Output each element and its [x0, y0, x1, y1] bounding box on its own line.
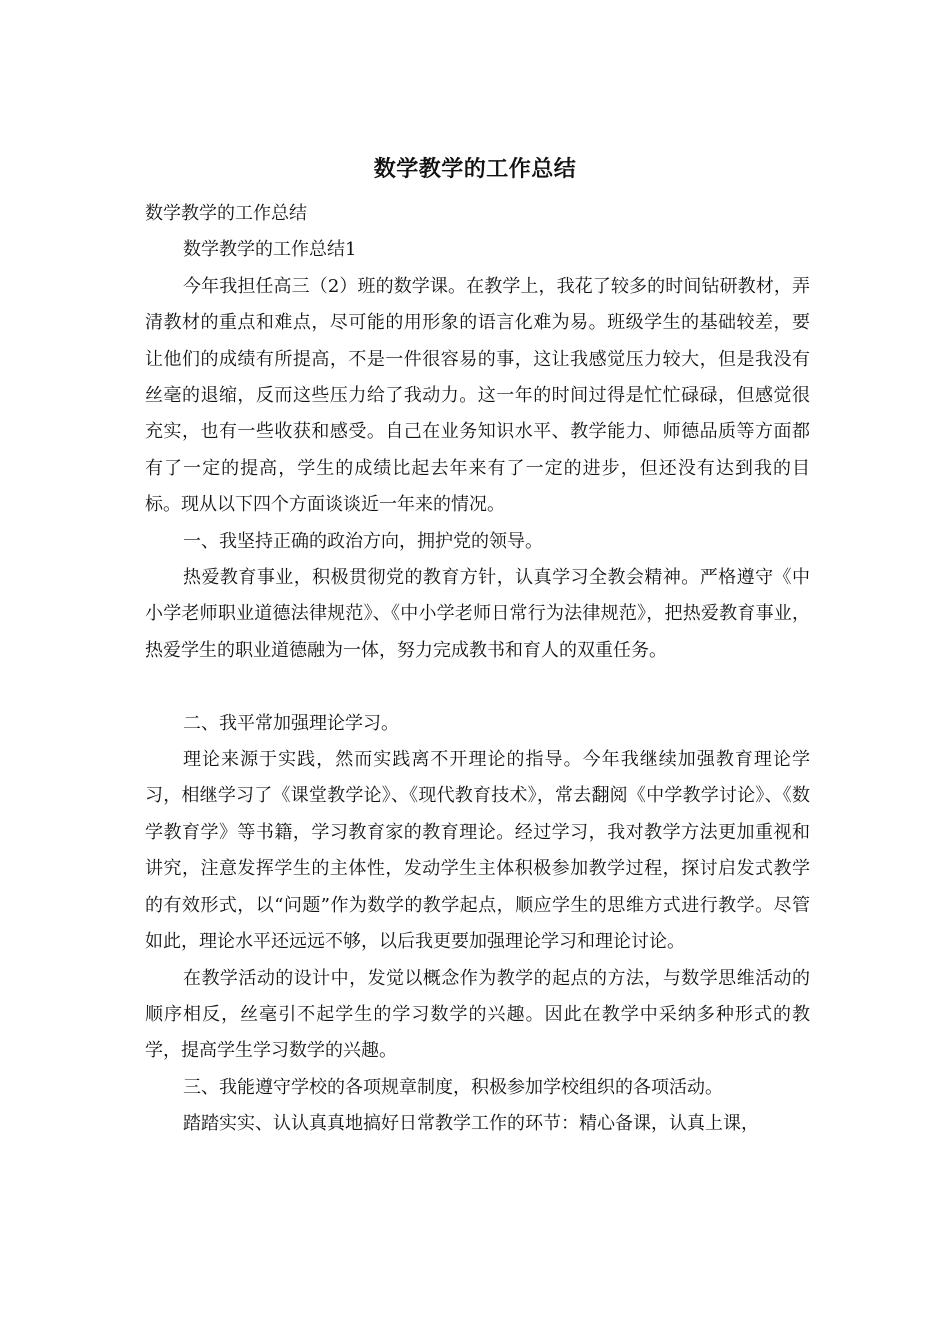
- document-body: [145, 196, 810, 1143]
- blank-line: [145, 669, 810, 705]
- section-heading-3: 三、我能遵守学校的各项规章制度，积极参加学校组织的各项活动。: [183, 1076, 723, 1098]
- body-paragraph: 热爱教育事业，积极贯彻党的教育方针，认真学习全教会精神。严格遵守《中小学老师职业道德法律规范》、《中小学老师日常行为法律规范》，把热爱教育事业，热爱学生的职业道德融为一体，努力完成教书和育人的双重任务。: [145, 567, 810, 661]
- body-paragraph: 在教学活动的设计中，发觉以概念作为教学的起点的方法，与数学思维活动的顺序相反，丝毫引不起学生的学习数学的兴趣。因此在教学中采纳多种形式的教学，提高学生学习数学的兴趣。: [145, 967, 810, 1062]
- body-paragraph: 今年我担任高三（2）班的数学课。在教学上，我花了较多的时间钻研教材，弄清教材的重点和难点，尽可能的用形象的语言化难为易。班级学生的基础较差，要让他们的成绩有所提高，不是一件很容易的事，这让我感觉压力较大，但是我没有丝毫的退缩，反而这些压力给了我动力。这一年的时间过得是忙忙碌碌，但感觉很充实，也有一些收获和感受。自己在业务知识水平、教学能力、师德品质等方面都有了一定的提高，学生的成绩比起去年来有了一定的进步，但还没有达到我的目标。现从以下四个方面谈谈近一年来的情况。: [145, 275, 810, 516]
- section-heading-summary-1: 数学教学的工作总结1: [183, 239, 357, 261]
- body-paragraph: 踏踏实实、认认真真地搞好日常教学工作的环节：精心备课，认真上课，: [183, 1113, 759, 1135]
- section-heading-1: 一、我坚持正确的政治方向，拥护党的领导。: [183, 530, 543, 552]
- subtitle-paragraph: 数学教学的工作总结: [145, 203, 307, 224]
- body-paragraph: 理论来源于实践，然而实践离不开理论的指导。今年我继续加强教育理论学习，相继学习了《课堂教学论》、《现代教育技术》，常去翻阅《中学教学讨论》、《数学教育学》等书籍，学习教育家的教育理论。经过学习，我对教学方法更加重视和讲究，注意发挥学生的主体性，发动学生主体积极参加教学过程，探讨启发式教学的有效形式，以“问题”作为数学的教学起点，顺应学生的思维方式进行教学。尽管如此，理论水平还远远不够，以后我更要加强理论学习和理论讨论。: [145, 749, 810, 953]
- document-title: 数学教学的工作总结: [373, 156, 577, 182]
- section-heading-2: 二、我平常加强理论学习。: [183, 712, 399, 734]
